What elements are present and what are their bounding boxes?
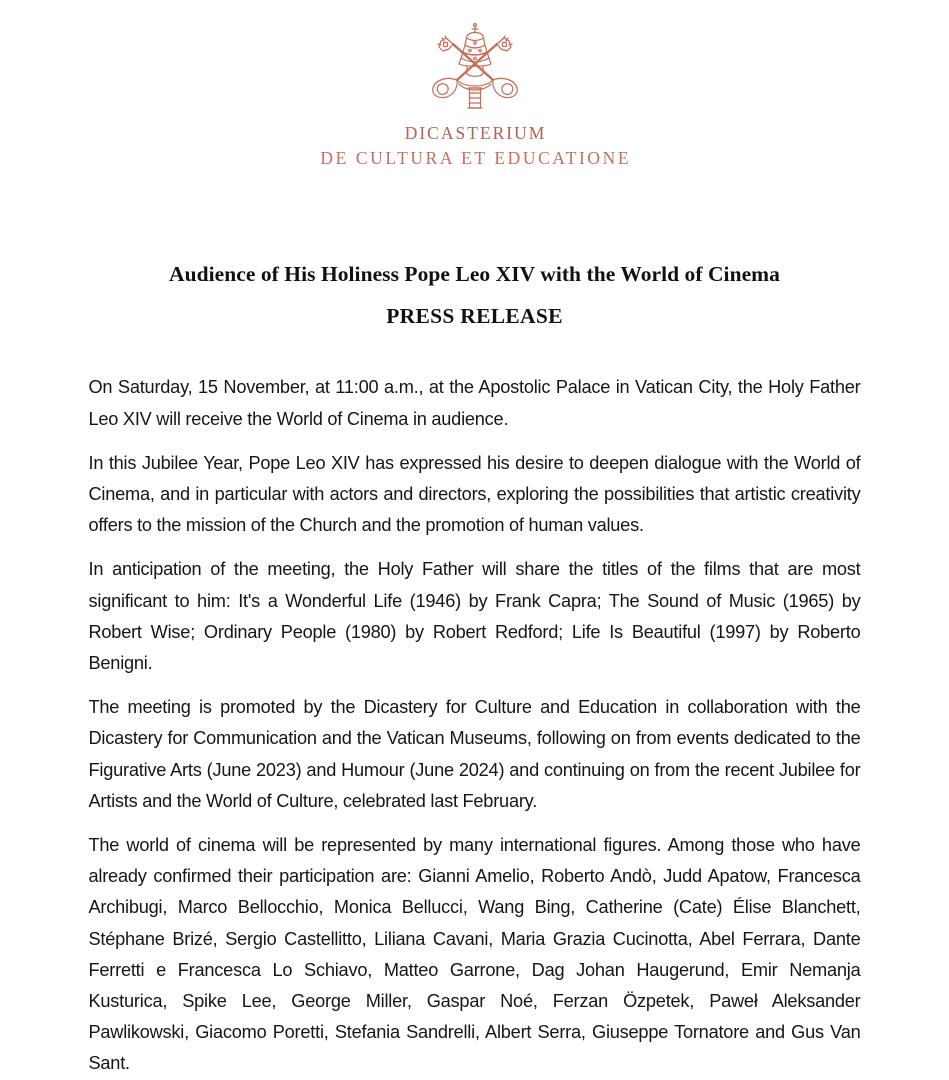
title-block <box>0 262 949 330</box>
body-paragraph: In this Jubilee Year, Pope Leo XIV has expressed his desire to deepen dialogue with the World of Cinema, and in particular with actors and directors, exploring the possibilities that artistic creativity offers to the mission of the Church and the promotion of human values. <box>88 452 861 536</box>
body-paragraph: The meeting is promoted by the Dicastery for Culture and Education in collaboration with the Dicastery for Communication and the Vatican Museums, following on from events dedicated to the Figurative Arts (June 2023) and Humour (June 2024) and continuing on from the recent Jubilee for Artists and the World of Culture, celebrated last February. <box>88 697 861 811</box>
page-subtitle: PRESS RELEASE <box>386 303 563 328</box>
vatican-coat-of-arms-icon <box>415 14 535 114</box>
dicastery-name-line1: DICASTERIUM <box>404 123 547 143</box>
body-paragraph: The world of cinema will be represented by many international figures. Among those who have already confirmed their participation are: Gianni Amelio, Roberto Andò, Judd Apatow, Francesca Archibugi, Marco Bellocchio, Monica Bellucci, Wang Bing, Catherine (Cate) Élise Blanchett, Stéphane Brizé, Sergio Castellitto, Liliana Cavani, Maria Grazia Cucinotta, Abel Ferrara, Dante Ferretti e Francesca Lo Schiavo, Matteo Garrone, Dag Johan Haugerund, Emir Nemanja Kusturica, Spike Lee, George Miller, Gaspar Noé, Ferzan Özpetek, Paweł Aleksander Pawlikowski, Giacomo Poretti, Stefania Sandrelli, Albert Serra, Giuseppe Tornatore and Gus Van Sant. <box>88 834 861 1074</box>
document-body <box>89 372 861 1079</box>
dicastery-name-line2: DE CULTURA ET EDUCATIONE <box>320 147 632 168</box>
body-paragraph: On Saturday, 15 November, at 11:00 a.m., at the Apostolic Palace in Vatican City, the Holy Father Leo XIV will receive the World of Cinema in audience. <box>88 377 861 429</box>
body-paragraph: In anticipation of the meeting, the Holy Father will share the titles of the films that are most significant to him: It's a Wonderful Life (1946) by Frank Capra; The Sound of Music (1965) by Robert Wise; Ordinary People (1980) by Robert Redford; Life Is Beautiful (1997) by Roberto Benigni. <box>88 559 861 673</box>
page-title: Audience of His Holiness Pope Leo XIV with the World of Cinema <box>169 261 780 286</box>
letterhead <box>0 0 949 170</box>
